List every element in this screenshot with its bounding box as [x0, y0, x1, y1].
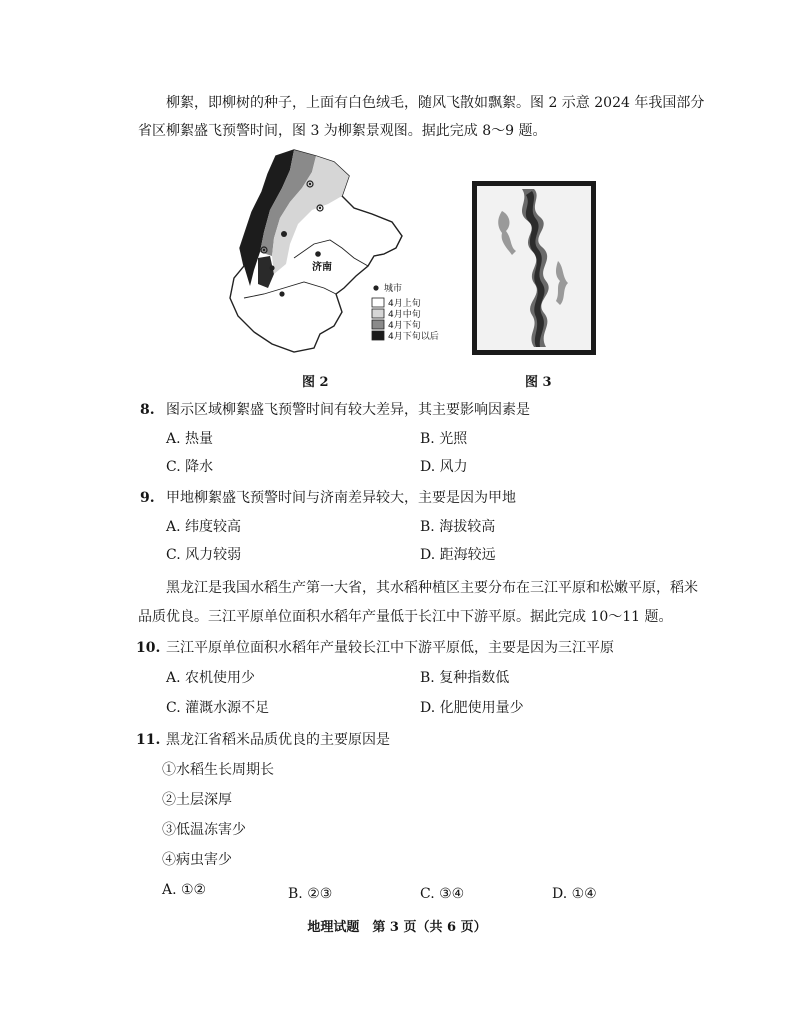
page-footer: 地理试题 第 3 页（共 6 页） — [307, 920, 487, 935]
q9-option-c: C. 风力较弱 — [166, 547, 242, 563]
q10-option-a: A. 农机使用少 — [166, 670, 256, 686]
map-legend — [372, 282, 439, 342]
q10-stem: 三江平原单位面积水稻年产量较长江中下游平原低，主要是因为三江平原 — [166, 640, 614, 656]
q10-number: 10. — [136, 640, 161, 656]
q9-number: 9. — [140, 490, 155, 506]
q10-option-c: C. 灌溉水源不足 — [166, 700, 270, 716]
q11-option-c: C. ③④ — [420, 886, 465, 902]
figure-2-map — [224, 148, 454, 360]
city-dot — [315, 251, 321, 257]
q8-option-d: D. 风力 — [420, 459, 468, 475]
legend-swatch-2 — [372, 320, 384, 329]
q8-stem: 图示区域柳絮盛飞预警时间有较大差异，其主要影响因素是 — [166, 402, 530, 418]
figure-2-caption: 图 2 — [302, 375, 329, 390]
q8-number: 8. — [140, 402, 155, 418]
q9-option-a: A. 纬度较高 — [166, 519, 242, 535]
city-dot — [279, 291, 284, 296]
q8-option-a: A. 热量 — [166, 431, 214, 447]
q9-option-b: B. 海拔较高 — [420, 519, 496, 535]
legend-label-2: 4月下旬 — [388, 321, 421, 331]
q11-item-3: ③低温冻害少 — [162, 822, 246, 838]
q9-stem: 甲地柳絮盛飞预警时间与济南差异较大，主要是因为甲地 — [166, 490, 516, 506]
legend-city-label: 城市 — [384, 284, 403, 294]
city-dot — [281, 231, 287, 237]
city-dot — [263, 249, 265, 251]
city-dot — [269, 265, 274, 270]
map-svg — [224, 148, 454, 360]
q11-item-1: ①水稻生长周期长 — [162, 762, 274, 778]
legend-swatch-0 — [372, 298, 384, 307]
legend-label-3: 4月下旬以后 — [388, 332, 439, 342]
city-dot — [319, 207, 321, 209]
q8-option-b: B. 光照 — [420, 431, 468, 447]
intro2-paragraph-line-2: 品质优良。三江平原单位面积水稻年产量低于长江中下游平原。据此完成 10～11 题。 — [138, 609, 673, 625]
q11-item-4: ④病虫害少 — [162, 852, 232, 868]
q11-stem: 黑龙江省稻米品质优良的主要原因是 — [166, 732, 390, 748]
legend-label-0: 4月上旬 — [388, 299, 421, 309]
city-dot — [309, 183, 311, 185]
q11-number: 11. — [136, 732, 161, 748]
figure-3-caption: 图 3 — [525, 375, 552, 390]
legend-swatch-3 — [372, 331, 384, 340]
q10-option-b: B. 复种指数低 — [420, 670, 510, 686]
q11-item-2: ②土层深厚 — [162, 792, 232, 808]
q11-option-d: D. ①④ — [552, 886, 597, 902]
intro-paragraph-line-1: 柳絮，即柳树的种子，上面有白色绒毛，随风飞散如飘絮。图 2 示意 2024 年我国部分 — [166, 95, 705, 111]
intro2-paragraph-line-1: 黑龙江是我国水稻生产第一大省，其水稻种植区主要分布在三江平原和松嫩平原，稻米 — [166, 580, 698, 596]
intro-paragraph-line-2: 省区柳絮盛飞预警时间，图 3 为柳絮景观图。据此完成 8～9 题。 — [138, 123, 547, 139]
legend-swatch-1 — [372, 309, 384, 318]
q8-option-c: C. 降水 — [166, 459, 214, 475]
q9-option-d: D. 距海较远 — [420, 547, 496, 563]
q11-option-a: A. ①② — [162, 882, 207, 898]
catkin-photo-svg — [472, 181, 596, 355]
q11-option-b: B. ②③ — [288, 886, 333, 902]
city-label-jinan: 济南 — [312, 262, 332, 273]
figure-3-photo — [472, 181, 596, 355]
legend-label-1: 4月中旬 — [388, 310, 421, 320]
q10-option-d: D. 化肥使用量少 — [420, 700, 524, 716]
